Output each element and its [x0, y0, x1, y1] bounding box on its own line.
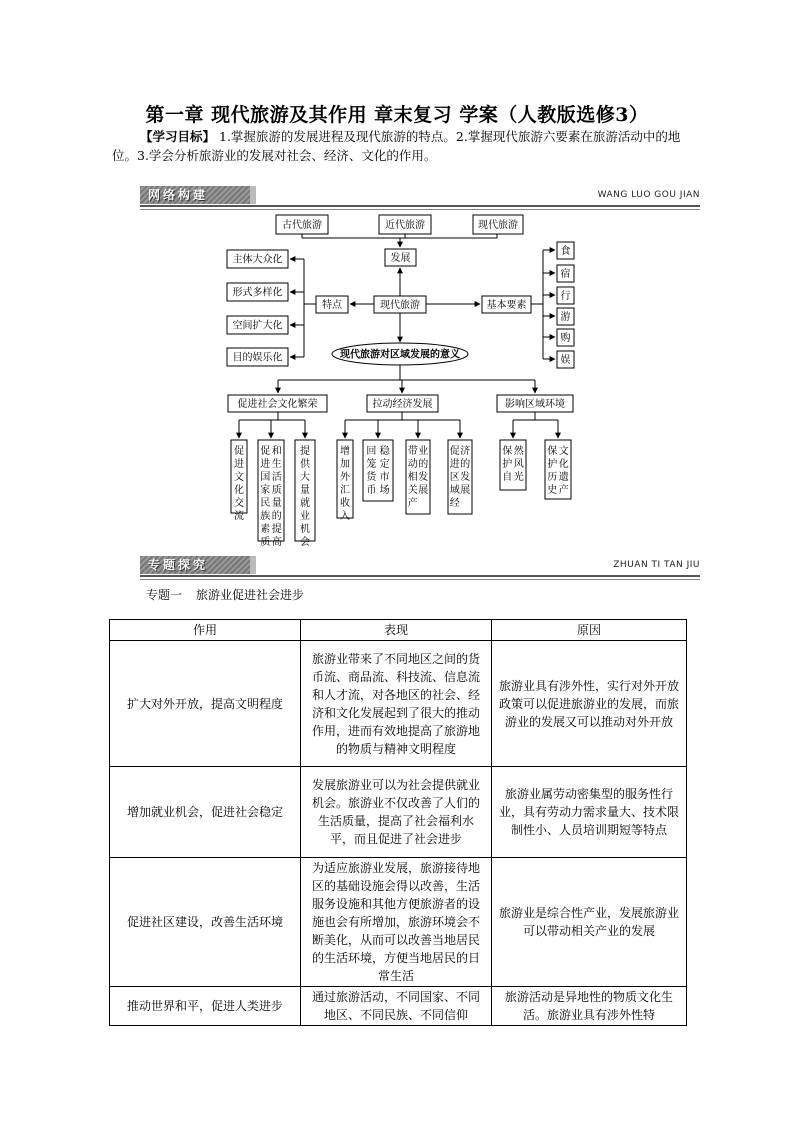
leaf-box [363, 440, 393, 501]
svg-text:加: 加 [340, 459, 350, 470]
svg-text:产: 产 [407, 498, 418, 509]
center-box [374, 296, 426, 313]
svg-text:史: 史 [547, 485, 558, 496]
svg-text:基本要素: 基本要素 [486, 300, 527, 311]
svg-text:素: 素 [260, 524, 271, 535]
svg-text:现代旅游: 现代旅游 [380, 300, 420, 311]
svg-text:近代旅游: 近代旅游 [385, 220, 425, 231]
svg-text:风: 风 [513, 459, 524, 470]
svg-text:笼: 笼 [366, 459, 377, 470]
svg-text:古代旅游: 古代旅游 [282, 220, 322, 231]
svg-text:产: 产 [558, 485, 569, 496]
tag-shade [250, 556, 256, 574]
svg-text:汇: 汇 [340, 485, 350, 496]
svg-text:促: 促 [260, 446, 271, 457]
svg-text:发: 发 [460, 472, 471, 483]
svg-text:民: 民 [260, 498, 271, 509]
svg-text:域: 域 [449, 485, 460, 496]
svg-text:质: 质 [260, 537, 271, 548]
leaf-box [500, 440, 526, 490]
svg-text:然: 然 [513, 446, 524, 457]
banner-rule [140, 575, 700, 577]
svg-text:货: 货 [366, 472, 377, 483]
svg-text:主体大众化: 主体大众化 [232, 254, 283, 266]
cell-performance: 发展旅游业可以为社会提供就业机会。旅游业不仅改善了人们的生活质量，提高了社会福利水平，而且促进了社会进步 [301, 767, 492, 858]
leaf-box [231, 440, 247, 522]
svg-text:促: 促 [449, 446, 460, 457]
svg-text:动: 动 [407, 459, 418, 470]
svg-text:自: 自 [502, 472, 513, 483]
svg-text:展: 展 [418, 485, 429, 496]
svg-text:业: 业 [418, 446, 429, 457]
topic-heading [146, 586, 304, 603]
cell-reason: 旅游业属劳动密集型的服务性行业，具有劳动力需求量大、技术限制性小、人员培训期短等特点 [492, 767, 687, 858]
svg-text:行: 行 [560, 291, 571, 302]
era-box [379, 215, 431, 234]
svg-text:空间扩大化: 空间扩大化 [232, 320, 283, 332]
svg-text:进: 进 [260, 459, 271, 470]
svg-text:机: 机 [300, 524, 310, 535]
svg-text:促: 促 [234, 446, 244, 457]
era-box [473, 215, 523, 234]
svg-text:带: 带 [407, 446, 418, 457]
significance-ellipse [332, 343, 468, 365]
svg-text:促进社会文化繁荣: 促进社会文化繁荣 [237, 399, 318, 410]
svg-text:食: 食 [560, 246, 571, 257]
cell-reason: 旅游活动是异地性的物质文化生活。旅游业具有涉外性特 [492, 987, 687, 1026]
svg-text:定: 定 [379, 459, 390, 470]
leaf-box [545, 440, 571, 499]
topic-number: 专题一 [146, 588, 183, 602]
svg-text:宿: 宿 [560, 269, 571, 280]
feature-box [227, 283, 288, 301]
topic-title: 旅游业促进社会进步 [196, 588, 305, 602]
section-tag: 网络构建 [140, 186, 250, 204]
svg-text:关: 关 [407, 485, 418, 496]
svg-text:化: 化 [234, 485, 244, 496]
svg-text:购: 购 [560, 333, 571, 344]
svg-text:供: 供 [300, 459, 310, 470]
table-row [110, 767, 687, 858]
svg-text:区: 区 [449, 472, 460, 483]
element-box [557, 329, 574, 346]
svg-text:量: 量 [271, 498, 282, 509]
svg-text:币: 币 [366, 485, 377, 496]
banner-rule [140, 579, 700, 580]
svg-text:提: 提 [300, 446, 310, 457]
cell-performance: 旅游业带来了不同地区之间的货币流、商品流、科技流、信息流和人才流，对各地区的社会、经济和文化发展起到了很大的推动作用，进而有效地提高了旅游地的物质与精神文明程度 [301, 641, 492, 767]
cell-role: 扩大对外开放，提高文明程度 [110, 641, 301, 767]
svg-text:游: 游 [560, 312, 571, 323]
svg-text:就: 就 [300, 498, 310, 509]
svg-text:遗: 遗 [558, 472, 569, 483]
svg-text:回: 回 [366, 446, 377, 457]
svg-text:化: 化 [558, 459, 569, 470]
svg-text:高: 高 [271, 537, 282, 548]
element-box [557, 287, 574, 304]
svg-text:现代旅游: 现代旅游 [478, 220, 518, 231]
svg-text:特点: 特点 [322, 300, 342, 311]
svg-text:形式多样化: 形式多样化 [232, 287, 283, 299]
svg-text:济: 济 [460, 446, 471, 457]
svg-text:的: 的 [418, 459, 429, 470]
svg-text:护: 护 [502, 459, 513, 470]
svg-text:护: 护 [547, 459, 558, 470]
features-label-box [316, 296, 348, 313]
branch-box [228, 395, 327, 412]
svg-text:增: 增 [340, 446, 350, 457]
cell-role: 增加就业机会，促进社会稳定 [110, 767, 301, 858]
topic-table [109, 619, 687, 1026]
section-pinyin: ZHUAN TI TAN JIU [613, 560, 700, 570]
branch-box [367, 395, 438, 412]
svg-text:外: 外 [340, 472, 350, 483]
cell-role: 促进社区建设，改善生活环境 [110, 858, 301, 987]
knowledge-network-diagram [0, 0, 794, 560]
svg-text:相: 相 [407, 472, 418, 483]
branch-box [497, 395, 573, 412]
svg-text:的: 的 [460, 459, 471, 470]
table-header-row [110, 620, 687, 641]
leaf-box [258, 440, 284, 548]
svg-text:娱: 娱 [560, 355, 571, 366]
table-row [110, 987, 687, 1026]
cell-reason: 旅游业是综合性产业，发展旅游业可以带动相关产业的发展 [492, 858, 687, 987]
svg-text:流: 流 [234, 511, 244, 522]
element-box [557, 242, 574, 259]
column-header: 原因 [492, 620, 687, 641]
svg-text:生: 生 [271, 459, 282, 470]
element-box [557, 351, 574, 368]
svg-text:的: 的 [271, 511, 282, 522]
svg-text:提: 提 [271, 524, 282, 535]
svg-text:保: 保 [502, 446, 513, 457]
svg-text:目的娱乐化: 目的娱乐化 [232, 352, 283, 364]
svg-text:展: 展 [460, 485, 471, 496]
objective-text: 1.掌握旅游的发展进程及现代旅游的特点。2.掌握现代旅游六要素在旅游活动中的地位。3.学会分析旅游业的发展对社会、经济、文化的作用。 [112, 129, 681, 163]
svg-text:市: 市 [379, 472, 390, 483]
cell-reason: 旅游业具有涉外性，实行对外开放政策可以促进旅游业的发展，而旅游业的发展又可以推动对外开放 [492, 641, 687, 767]
svg-text:保: 保 [547, 446, 558, 457]
objective-label: 【学习目标】 [140, 129, 216, 144]
svg-text:活: 活 [271, 472, 282, 483]
era-box [276, 215, 328, 234]
feature-box [227, 348, 288, 366]
elements-label-box [482, 296, 531, 313]
leaf-box [337, 440, 353, 522]
svg-text:入: 入 [340, 511, 350, 522]
svg-text:进: 进 [234, 459, 244, 470]
section-banner-topics [140, 556, 700, 586]
svg-text:家: 家 [260, 485, 271, 496]
table-row [110, 858, 687, 987]
svg-text:业: 业 [300, 511, 310, 522]
column-header: 表现 [301, 620, 492, 641]
svg-text:文: 文 [234, 472, 244, 483]
svg-text:现代旅游对区域发展的意义: 现代旅游对区域发展的意义 [340, 349, 460, 361]
leaf-box [448, 440, 472, 514]
svg-text:大: 大 [300, 472, 310, 483]
svg-text:族: 族 [260, 511, 271, 522]
section-pinyin: WANG LUO GOU JIAN [597, 190, 700, 200]
svg-text:文: 文 [558, 446, 569, 457]
svg-text:和: 和 [271, 446, 282, 457]
svg-text:历: 历 [547, 472, 558, 483]
element-box [557, 308, 574, 325]
svg-text:会: 会 [300, 537, 310, 548]
svg-text:场: 场 [379, 485, 390, 496]
feature-box [227, 250, 288, 268]
svg-text:交: 交 [234, 498, 244, 509]
svg-text:发展: 发展 [390, 253, 411, 264]
svg-text:经: 经 [449, 498, 460, 509]
svg-text:进: 进 [449, 459, 460, 470]
svg-text:拉动经济发展: 拉动经济发展 [372, 399, 433, 410]
develop-box [385, 249, 416, 266]
table-row [110, 641, 687, 767]
cell-performance: 为适应旅游业发展，旅游接待地区的基础设施会得以改善，生活服务设施和其他方便旅游者的设施也会有所增加，旅游环境会不断美化，从而可以改善当地居民的生活环境，方便当地居民的日常生活 [301, 858, 492, 987]
leaf-box [406, 440, 430, 514]
cell-role: 推动世界和平，促进人类进步 [110, 987, 301, 1026]
svg-text:质: 质 [271, 485, 282, 496]
section-tag: 专题探究 [140, 556, 250, 574]
svg-text:量: 量 [300, 485, 310, 496]
svg-text:国: 国 [260, 472, 271, 483]
column-header: 作用 [110, 620, 301, 641]
leaf-box [295, 440, 315, 548]
page-title: 第一章 现代旅游及其作用 章末复习 学案（人教版选修3） [145, 104, 649, 126]
element-box [557, 265, 574, 282]
svg-text:影响区域环境: 影响区域环境 [505, 399, 565, 410]
svg-text:收: 收 [340, 498, 350, 509]
svg-text:光: 光 [513, 472, 524, 483]
svg-text:稳: 稳 [379, 446, 390, 457]
cell-performance: 通过旅游活动，不同国家、不同地区、不同民族、不同信仰 [301, 987, 492, 1026]
svg-text:发: 发 [418, 472, 429, 483]
feature-box [227, 316, 288, 334]
